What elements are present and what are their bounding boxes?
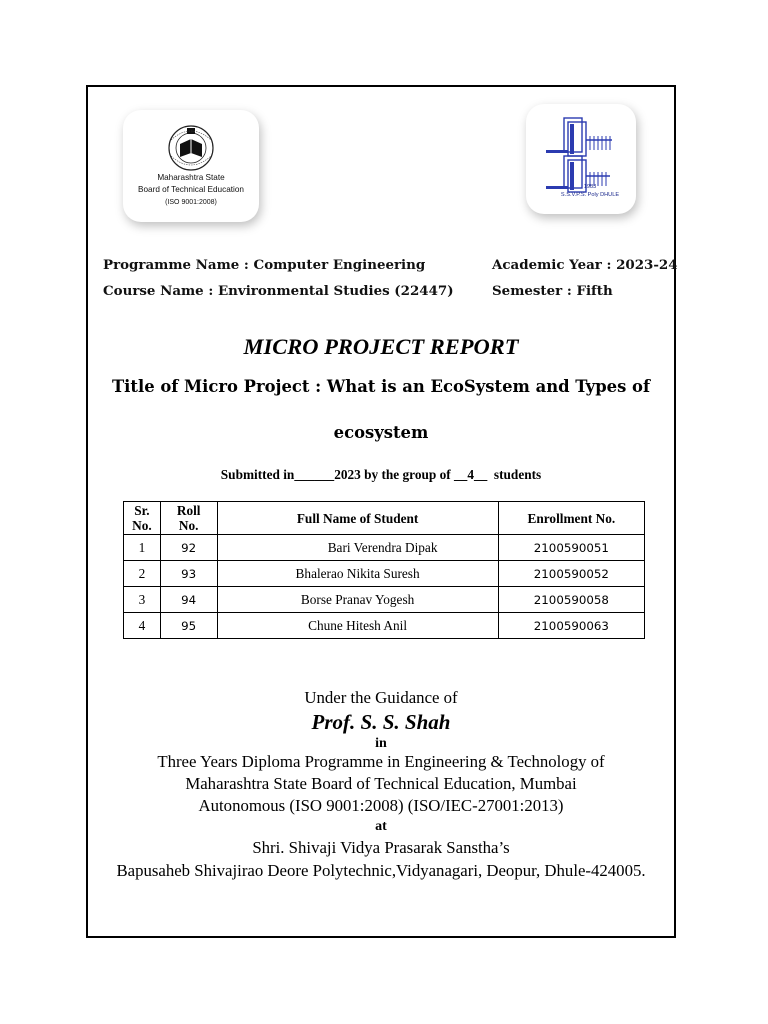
report-heading: MICRO PROJECT REPORT (243, 334, 519, 359)
project-title-line-2: ecosystem (333, 423, 429, 442)
cell-sr: 3 (124, 587, 161, 613)
table-header-row (124, 502, 645, 535)
board-line: Maharashtra State Board of Technical Education, Mumbai (185, 774, 577, 793)
msbte-name: Maharashtra State (157, 173, 225, 182)
submitted-mid: 2023 by the group of (334, 467, 455, 482)
cell-enrollment: 2100590058 (498, 587, 644, 613)
table-row (124, 613, 645, 639)
cell-enrollment: 2100590051 (498, 535, 644, 561)
table-row (124, 535, 645, 561)
at-label: at (375, 819, 387, 834)
programme-name: Programme Name : Computer Engineering (103, 257, 426, 273)
cell-name: Chune Hitesh Anil (217, 613, 498, 639)
autonomous-line: Autonomous (ISO 9001:2008) (ISO/IEC-27001:2013) (198, 796, 564, 815)
sanstha-line: Shri. Shivaji Vidya Prasarak Sanstha’s (252, 838, 510, 857)
cell-sr: 4 (124, 613, 161, 639)
cell-sr: 1 (124, 535, 161, 561)
cell-enrollment: 2100590063 (498, 613, 644, 639)
cell-name: Bhalerao Nikita Suresh (217, 561, 498, 587)
submitted-prefix: Submitted in (220, 467, 295, 482)
guide-name: Prof. S. S. Shah (311, 710, 451, 734)
academic-year: Academic Year : 2023-24 (492, 257, 678, 273)
header-roll-no: Roll No. (160, 502, 217, 535)
submitted-line (86, 467, 676, 483)
programme-line: Three Years Diploma Programme in Engineering & Technology of (157, 752, 605, 771)
table-row (124, 561, 645, 587)
header-sr-no: Sr. No. (124, 502, 161, 535)
cell-roll: 94 (160, 587, 217, 613)
table-row (124, 587, 645, 613)
polytechnic-logo-year: 1983 (583, 184, 597, 190)
group-count: __4__ (454, 467, 488, 482)
course-name: Course Name : Environmental Studies (22447) (103, 283, 454, 299)
cell-enrollment: 2100590052 (498, 561, 644, 587)
institute-address-line: Bapusaheb Shivajirao Deore Polytechnic,Vidyanagari, Deopur, Dhule-424005. (116, 861, 646, 880)
msbte-board: Board of Technical Education (138, 185, 244, 194)
cell-roll: 95 (160, 613, 217, 639)
msbte-logo-card (123, 110, 259, 222)
cell-roll: 93 (160, 561, 217, 587)
cell-sr: 2 (124, 561, 161, 587)
submitted-blank: ______ (294, 467, 335, 482)
polytechnic-logo-card (526, 104, 636, 214)
cell-roll: 92 (160, 535, 217, 561)
polytechnic-logo-text: S.S.V.P.S. Poly DHULE (560, 192, 620, 198)
project-title-line-1: Title of Micro Project : What is an EcoSystem and Types of (111, 377, 651, 396)
submitted-suffix: students (493, 467, 542, 482)
msbte-emblem-icon (161, 122, 221, 174)
in-label: in (375, 736, 387, 751)
cell-name: Bari Verendra Dipak (217, 535, 498, 561)
cell-name: Borse Pranav Yogesh (217, 587, 498, 613)
header-enrollment-no: Enrollment No. (498, 502, 644, 535)
semester: Semester : Fifth (492, 283, 613, 299)
header-full-name: Full Name of Student (217, 502, 498, 535)
student-table (123, 501, 645, 639)
guidance-label: Under the Guidance of (304, 688, 458, 707)
msbte-iso: (ISO 9001:2008) (165, 199, 217, 206)
